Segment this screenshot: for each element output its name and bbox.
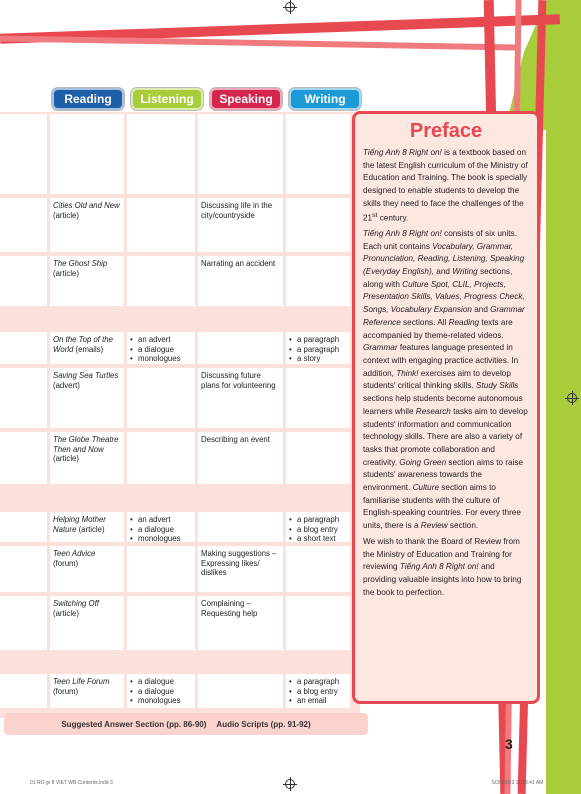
- tab-listening: Listening: [131, 88, 203, 110]
- preface-box: [352, 111, 540, 704]
- print-slug-timestamp: 5/30/2023 11:23:41 AM: [492, 780, 544, 786]
- writing-cell: • a paragraph • a blog entry • a short text: [286, 512, 350, 542]
- table-row: [0, 196, 360, 254]
- writing-cell: • a paragraph • a paragraph • a story: [286, 332, 350, 364]
- footer-sections-bar: [4, 713, 368, 735]
- reading-cell: Switching Off (article): [50, 596, 124, 650]
- table-divider: [0, 308, 360, 330]
- reading-cell: The Ghost Ship (article): [50, 256, 124, 306]
- preface-paragraph: Tiếng Anh 8 Right on! is a textbook based on the latest English curriculum of the Ministry of Education and Training. The book is specially designed to enable students to develop the skills they need to face the challenges of the 21st century.: [363, 148, 528, 223]
- reading-cell: Teen Advice (forum): [50, 546, 124, 592]
- registration-mark-icon: [285, 779, 295, 789]
- reading-cell: Cities Old and New (article): [50, 198, 124, 252]
- reading-cell: On the Top of the World (emails): [50, 332, 124, 364]
- table-row: [0, 510, 360, 544]
- preface-paragraph: We wish to thank the Board of Review from the Ministry of Education and Training for reviewing Tiếng Anh 8 Right on! and providing valuable insights into how to bring the book to perfection.: [363, 536, 522, 597]
- table-row: [0, 672, 360, 710]
- print-slug-filename: 01 RO gr 8 VIET WB Contents.indd 3: [30, 780, 113, 786]
- skill-tabs: [52, 88, 361, 110]
- table-row: [0, 366, 360, 430]
- registration-mark-icon: [285, 2, 295, 12]
- speaking-cell: Narrating an accident: [198, 256, 283, 306]
- listening-cell: • an advert • a dialogue • monologues: [127, 332, 195, 364]
- tab-speaking: Speaking: [210, 88, 282, 110]
- listening-cell: • a dialogue • a dialogue • monologues: [127, 674, 195, 708]
- table-row: [0, 330, 360, 366]
- speaking-cell: Complaining – Requesting help: [198, 596, 283, 650]
- reading-cell: The Globe Theatre Then and Now (article): [50, 432, 124, 484]
- decor-red-stripe: [0, 35, 520, 50]
- table-divider: [0, 652, 360, 672]
- registration-mark-icon: [567, 393, 577, 403]
- table-row: [0, 112, 360, 196]
- page-number: 3: [505, 736, 513, 752]
- listening-cell: • an advert • a dialogue • monologues: [127, 512, 195, 542]
- reading-cell: Saving Sea Turtles (advert): [50, 368, 124, 428]
- table-row: [0, 254, 360, 308]
- reading-cell: Teen Life Forum (forum): [50, 674, 124, 708]
- tab-writing: Writing: [289, 88, 361, 110]
- speaking-cell: Making suggestions – Expressing likes/ dislikes: [198, 546, 283, 592]
- speaking-cell: Discussing future plans for volunteering: [198, 368, 283, 428]
- table-row: [0, 594, 360, 652]
- reading-cell: Helping Mother Nature (article): [50, 512, 124, 542]
- table-row: [0, 430, 360, 486]
- writing-cell: • a paragraph • a blog entry • an email: [286, 674, 350, 708]
- table-divider: [0, 486, 360, 510]
- audio-scripts-link: Audio Scripts (pp. 91-92): [216, 719, 311, 729]
- tab-reading: Reading: [52, 88, 124, 110]
- table-row: [0, 544, 360, 594]
- speaking-cell: Describing an event: [198, 432, 283, 484]
- answer-section-link: Suggested Answer Section (pp. 86-90): [61, 719, 207, 729]
- preface-title: Preface: [409, 120, 483, 142]
- decor-green-stripe-right: [546, 120, 581, 794]
- preface-paragraph: Tiếng Anh 8 Right on! consists of six units. Each unit contains Vocabulary, Grammar, Pronunciation, Reading, Listening, Speaking (Everyday English), and Writing sections, along with Culture Spot, CLIL, Projects, Presentation Skills, Values, Progress Check, Songs, Vocabulary Expansion and Grammar Reference sections. All Reading texts are accompanied by theme-related videos. Grammar features language presented in context with engaging practice activities. In addition, Think! exercises aim to develop students' critical thinking skills. Study Skills sections help students become autonomous learners while Research tasks aim to develop students' information and communication technology skills. There are also a variety of tasks that promote collaboration and creativity. Going Green section aims to raise students' awareness towards the environment. Culture section aims to familiarise students with the culture of English-speaking countries. For every three units, there is a Review section.: [363, 228, 528, 531]
- speaking-cell: Discussing life in the city/countryside: [198, 198, 283, 252]
